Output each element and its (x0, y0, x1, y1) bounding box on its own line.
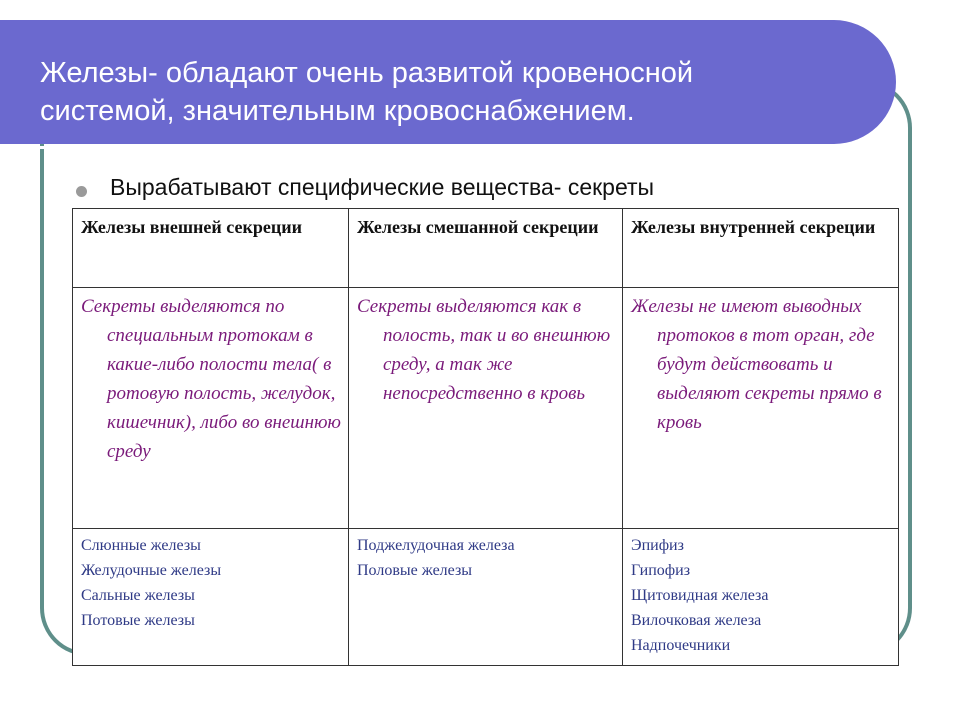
header-cell-mixed (349, 209, 623, 288)
table-description-row (73, 288, 899, 529)
example-item: Надпочечники (631, 637, 731, 654)
description-internal: Железы не имеют выводных протоков в тот орган, где будут действовать и выделяют секреты прямо в кровь (631, 296, 882, 433)
glands-table (72, 208, 899, 666)
header-cell-external (73, 209, 349, 288)
description-external: Секреты выделяются по специальным протокам в какие-либо полости тела( в ротовую полость, желудок, кишечник), либо во внешнюю среду (81, 296, 341, 462)
title-line-2: системой, значительным кровоснабжением. (40, 95, 635, 127)
bullet-text: Вырабатывают специфические вещества- секреты (110, 174, 655, 200)
examples-cell-external (73, 529, 349, 666)
example-item: Гипофиз (631, 562, 691, 579)
example-item: Эпифиз (631, 537, 684, 554)
description-cell-internal (623, 288, 899, 529)
description-cell-external (73, 288, 349, 529)
header-mixed: Железы смешанной секреции (357, 217, 599, 237)
description-cell-mixed (349, 288, 623, 529)
example-item: Слюнные железы (81, 537, 201, 554)
example-item: Желудочные железы (81, 562, 222, 579)
examples-cell-internal (623, 529, 899, 666)
title-bar (0, 20, 896, 144)
bullet-item (74, 174, 894, 206)
table-header-row (73, 209, 899, 288)
header-internal: Железы внутренней секреции (631, 217, 876, 237)
table-examples-row (73, 529, 899, 666)
example-item: Потовые железы (81, 612, 195, 629)
header-cell-internal (623, 209, 899, 288)
example-item: Щитовидная железа (631, 587, 769, 604)
description-mixed: Секреты выделяются как в полость, так и во внешнюю среду, а так же непосредственно в кровь (357, 296, 611, 404)
header-external: Железы внешней секреции (81, 217, 302, 237)
slide-title (40, 54, 860, 130)
example-item: Сальные железы (81, 587, 195, 604)
example-item: Поджелудочная железа (357, 537, 515, 554)
example-item: Вилочковая железа (631, 612, 762, 629)
title-line-1: Железы- обладают очень развитой кровеносной (40, 57, 694, 89)
example-item: Половые железы (357, 562, 473, 579)
bullet-icon (76, 186, 87, 197)
title-underline (0, 146, 846, 149)
examples-cell-mixed (349, 529, 623, 666)
